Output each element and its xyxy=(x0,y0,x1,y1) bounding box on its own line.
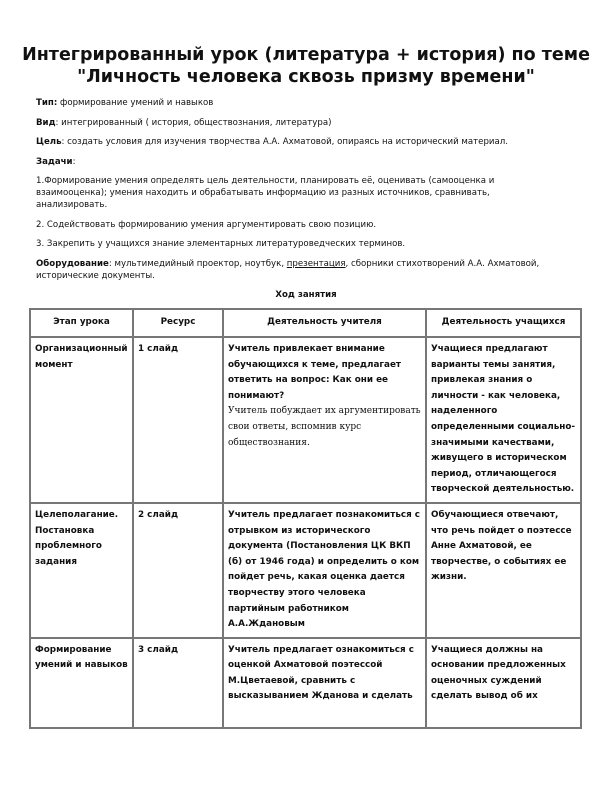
equipment xyxy=(36,258,576,282)
cell-teacher xyxy=(223,337,426,503)
cell-resource: 3 слайд xyxy=(133,638,223,728)
cell-resource: 1 слайд xyxy=(133,337,223,503)
cell-students: Обучающиеся отвечают, что речь пойдет о поэтессе Анне Ахматовой, ее творчестве, о событиях ее жизни. xyxy=(426,503,581,638)
equipment-suffix: , сборники стихотворений А.А. Ахматовой, xyxy=(345,259,540,269)
kind-line xyxy=(36,117,576,129)
title-line-2: "Личность человека сквозь призму времени" xyxy=(77,67,535,87)
tasks-heading xyxy=(36,156,576,168)
cell-students: Учащиеся предлагают варианты темы занятия, привлекая знания о личности - как человека, наделенного определенными социально-значимыми качествами, живущего в историческом период, отличающегося творческой деятельностью. xyxy=(426,337,581,503)
title-line-1: Интегрированный урок (литература + история) по теме xyxy=(22,45,590,65)
equipment-line-2: исторические документы. xyxy=(36,271,155,281)
header-students: Деятельность учащихся xyxy=(426,309,581,337)
equipment-prefix: : мультимедийный проектор, ноутбук, xyxy=(108,259,287,269)
cell-teacher: Учитель предлагает ознакомиться с оценкой Ахматовой поэтессой М.Цветаевой, сравнить с высказыванием Жданова и сделать xyxy=(223,638,426,728)
kind-value: : интегрированный ( история, обществознания, литература) xyxy=(55,118,332,128)
header-stage: Этап урока xyxy=(30,309,133,337)
equipment-label: Оборудование xyxy=(36,259,109,269)
equipment-line-1 xyxy=(36,258,576,270)
tasks-label: Задачи xyxy=(36,157,73,167)
task-1-line-3: анализировать. xyxy=(36,200,108,210)
table-header-row xyxy=(30,309,581,337)
table-row xyxy=(30,503,581,638)
cell-resource: 2 слайд xyxy=(133,503,223,638)
task-3: 3. Закрепить у учащихся знание элементарных литературоведческих терминов. xyxy=(36,239,406,249)
teacher-extra-text: Учитель побуждает их аргументировать свои ответы, вспомнив курс обществознания. xyxy=(228,406,421,448)
goal-value: : создать условия для изучения творчества А.А. Ахматовой, опираясь на исторический материал. xyxy=(61,137,508,147)
type-line xyxy=(36,97,576,109)
type-label: Тип: xyxy=(36,98,58,108)
goal-line xyxy=(36,136,576,148)
task-1-line-1: 1.Формирование умения определять цель деятельности, планировать её, оценивать (самооценка и xyxy=(36,176,495,186)
course-heading: Ход занятия xyxy=(275,290,337,300)
cell-teacher: Учитель предлагает познакомиться с отрывком из исторического документа (Постановления ЦК ВКП (б) от 1946 года) и определить о ком пойдет речь, какая оценка дается творчеству этого человека партийным работником А.А.Ждановым xyxy=(223,503,426,638)
presentation-link[interactable]: презентация xyxy=(286,259,346,269)
teacher-text: Учитель привлекает внимание обучающихся к теме, предлагает ответить на вопрос: Как они ее понимают? xyxy=(228,344,402,401)
table-row xyxy=(30,638,581,728)
cell-stage: Организационный момент xyxy=(30,337,133,503)
cell-stage: Целеполагание. Постановка проблемного задания xyxy=(30,503,133,638)
task-2: 2. Содействовать формированию умения аргументировать свою позицию. xyxy=(36,220,377,230)
kind-label: Вид xyxy=(36,118,56,128)
table-row xyxy=(30,337,581,503)
type-value: формирование умений и навыков xyxy=(57,98,214,108)
lesson-table xyxy=(29,308,582,729)
page-title xyxy=(20,44,592,88)
header-resource: Ресурс xyxy=(133,309,223,337)
tasks-colon: : xyxy=(72,157,76,167)
goal-label: Цель xyxy=(36,137,62,147)
header-teacher: Деятельность учителя xyxy=(223,309,426,337)
cell-students: Учащиеся должны на основании предложенных оценочных суждений сделать вывод об их xyxy=(426,638,581,728)
task-1-line-2: взаимооценка); умения находить и обрабатывать информацию из разных источников, сравнивать, xyxy=(36,188,490,198)
task-1 xyxy=(36,175,576,211)
cell-stage: Формирование умений и навыков xyxy=(30,638,133,728)
